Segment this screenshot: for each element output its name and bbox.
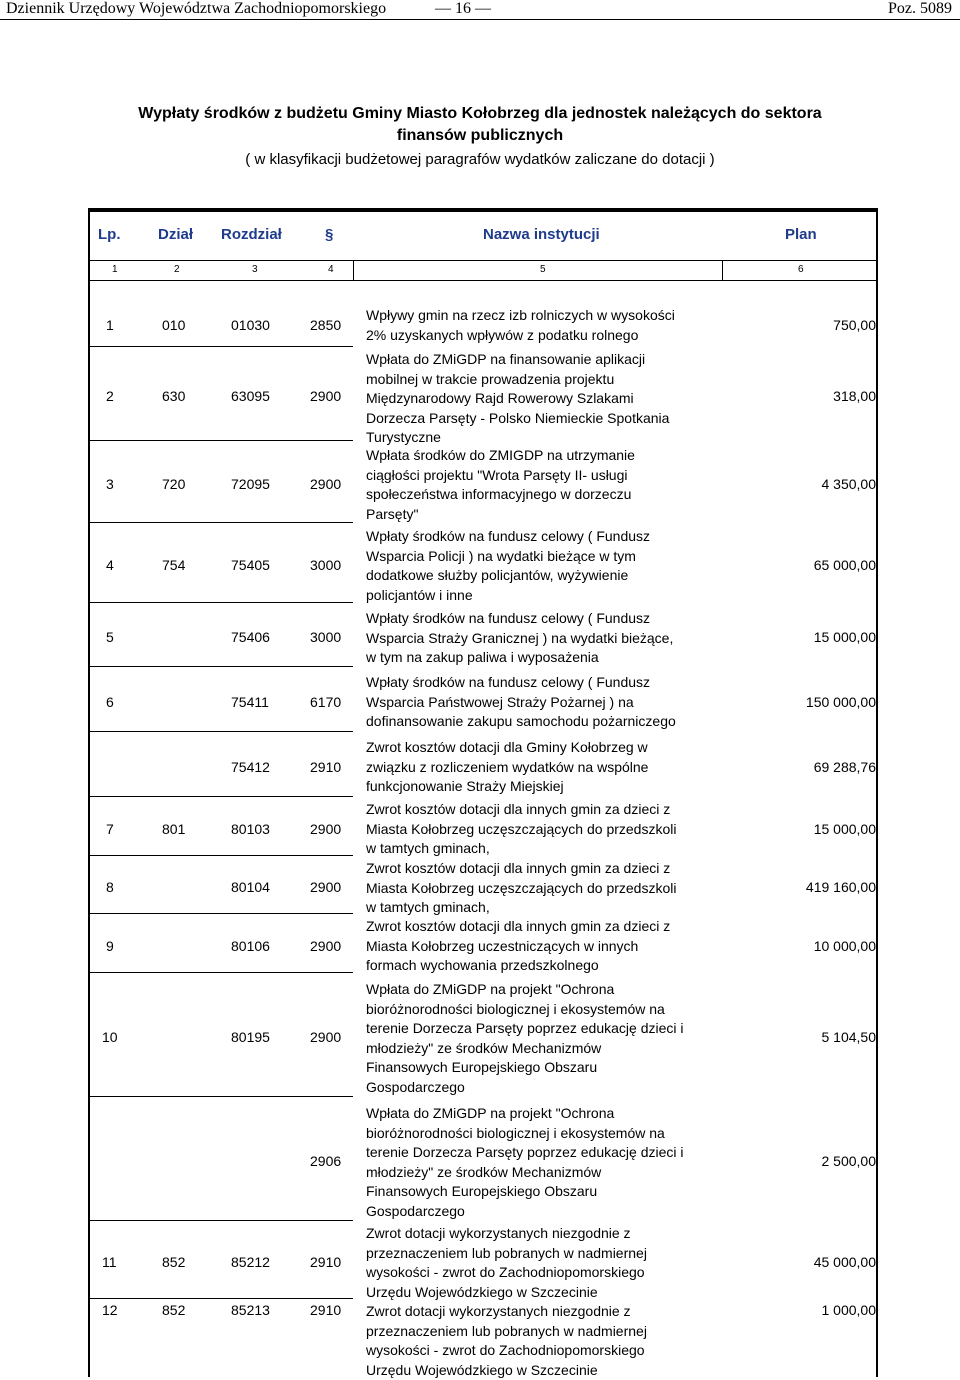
row-description (366, 527, 726, 605)
row-paragraph: 2900 (310, 1029, 341, 1045)
table-row (88, 606, 878, 670)
row-separator (88, 972, 353, 973)
description-line: bioróżnorodności biologicznej i ekosystemów na (366, 1000, 726, 1020)
description-line: Wpłata środków do ZMIGDP na utrzymanie (366, 446, 726, 466)
table-row (88, 735, 878, 800)
row-paragraph: 2910 (310, 1302, 341, 1318)
column-number: 4 (328, 264, 334, 275)
row-dzial: 801 (162, 821, 185, 837)
description-line: Zwrot kosztów dotacji dla innych gmin za dzieci z (366, 800, 726, 820)
row-separator (88, 602, 353, 603)
header-separator (88, 260, 878, 261)
row-separator (88, 731, 353, 732)
position-number: Poz. 5089 (888, 0, 952, 18)
table-row (88, 526, 878, 606)
row-plan-amount: 69 288,76 (814, 759, 876, 775)
description-line: Finansowych Europejskiego Obszaru (366, 1182, 726, 1202)
description-line: wysokości - zwrot do Zachodniopomorskiego (366, 1263, 726, 1283)
description-line: Wpłata do ZMiGDP na projekt "Ochrona (366, 1104, 726, 1124)
row-rozdzial: 80103 (231, 821, 270, 837)
row-description (366, 738, 726, 797)
column-header-rozdzial: Rozdział (221, 226, 282, 243)
description-line: Wsparcia Policji ) na wydatki bieżące w tym (366, 547, 726, 567)
description-line: Wsparcia Państwowej Straży Pożarnej ) na (366, 693, 726, 713)
table-row (88, 1224, 878, 1302)
description-line: Wpływy gmin na rzecz izb rolniczych w wysokości (366, 306, 726, 326)
description-line: przeznaczeniem lub pobranych w nadmiernej (366, 1244, 726, 1264)
column-header-nazwa: Nazwa instytucji (483, 226, 600, 243)
column-header-paragraph: § (325, 226, 333, 243)
column-number: 3 (252, 264, 258, 275)
row-plan-amount: 419 160,00 (806, 879, 876, 895)
description-line: ciągłości projektu "Wrota Parsęty II- usługi (366, 466, 726, 486)
description-line: Turystyczne (366, 428, 726, 448)
row-plan-amount: 750,00 (833, 317, 876, 333)
row-description (366, 1302, 726, 1380)
row-paragraph: 2900 (310, 476, 341, 492)
row-dzial: 630 (162, 388, 185, 404)
row-lp: 9 (106, 938, 114, 954)
row-plan-amount: 15 000,00 (814, 821, 876, 837)
document-title-line-2: finansów publicznych (0, 127, 960, 145)
description-line: Urzędu Wojewódzkiego w Szczecinie (366, 1361, 726, 1380)
row-paragraph: 6170 (310, 694, 341, 710)
description-line: funkcjonowanie Straży Miejskiej (366, 777, 726, 797)
row-rozdzial: 75405 (231, 557, 270, 573)
table-row (88, 670, 878, 735)
description-line: terenie Dorzecza Parsęty poprzez edukację dzieci i (366, 1019, 726, 1039)
row-separator (88, 913, 353, 914)
description-line: w tamtych gminach, (366, 839, 726, 859)
table-row (88, 859, 878, 917)
table-row (88, 444, 878, 526)
row-paragraph: 2910 (310, 1254, 341, 1270)
row-separator (88, 1096, 353, 1097)
description-line: Gospodarczego (366, 1078, 726, 1098)
row-plan-amount: 5 104,50 (822, 1029, 877, 1045)
row-plan-amount: 4 350,00 (822, 476, 877, 492)
row-separator (88, 440, 353, 441)
column-number: 2 (174, 264, 180, 275)
description-line: bioróżnorodności biologicznej i ekosystemów na (366, 1124, 726, 1144)
description-line: związku z rozliczeniem wydatków na wspólne (366, 758, 726, 778)
row-paragraph: 2900 (310, 938, 341, 954)
description-line: Dorzecza Parsęty - Polsko Niemieckie Spotkania (366, 409, 726, 429)
row-description (366, 446, 726, 524)
description-line: Wpłata do ZMiGDP na finansowanie aplikacji (366, 350, 726, 370)
row-description (366, 609, 726, 668)
row-separator (88, 796, 353, 797)
description-line: Zwrot kosztów dotacji dla innych gmin za dzieci z (366, 917, 726, 937)
description-line: Zwrot dotacji wykorzystanych niezgodnie z (366, 1302, 726, 1322)
row-separator (88, 855, 353, 856)
description-line: w tamtych gminach, (366, 898, 726, 918)
description-line: Wpłaty środków na fundusz celowy ( Fundusz (366, 609, 726, 629)
row-lp: 7 (106, 821, 114, 837)
description-line: dofinansowanie zakupu samochodu pożarniczego (366, 712, 726, 732)
row-rozdzial: 75406 (231, 629, 270, 645)
description-line: Międzynarodowy Rajd Rowerowy Szlakami (366, 389, 726, 409)
row-separator (88, 346, 353, 347)
table-row (88, 301, 878, 350)
document-title-line-1: Wypłaty środków z budżetu Gminy Miasto Kołobrzeg dla jednostek należących do sektora (0, 105, 960, 123)
description-line: 2% uzyskanych wpływów z podatku rolnego (366, 326, 726, 346)
description-line: Zwrot kosztów dotacji dla Gminy Kołobrzeg w (366, 738, 726, 758)
row-description (366, 917, 726, 976)
header-divider (0, 19, 960, 20)
row-paragraph: 3000 (310, 629, 341, 645)
row-dzial: 852 (162, 1254, 185, 1270)
description-line: policjantów i inne (366, 586, 726, 606)
row-description (366, 980, 726, 1097)
row-lp: 6 (106, 694, 114, 710)
row-separator (88, 522, 353, 523)
column-number: 5 (540, 264, 546, 275)
row-lp: 5 (106, 629, 114, 645)
row-description (366, 350, 726, 448)
description-line: dodatkowe służby policjantów, wyżywienie (366, 566, 726, 586)
description-line: Wsparcia Straży Granicznej ) na wydatki bieżące, (366, 629, 726, 649)
row-paragraph: 2906 (310, 1153, 341, 1169)
description-line: Miasta Kołobrzeg uczęszczających do przedszkoli (366, 879, 726, 899)
row-rozdzial: 63095 (231, 388, 270, 404)
row-rozdzial: 85213 (231, 1302, 270, 1318)
description-line: Wpłaty środków na fundusz celowy ( Fundusz (366, 673, 726, 693)
description-line: Miasta Kołobrzeg uczęszczających do przedszkoli (366, 820, 726, 840)
row-paragraph: 2850 (310, 317, 341, 333)
row-rozdzial: 72095 (231, 476, 270, 492)
description-line: wysokości - zwrot do Zachodniopomorskiego (366, 1341, 726, 1361)
grants-table (88, 208, 878, 1377)
column-number-separator (88, 280, 878, 281)
document-subtitle: ( w klasyfikacji budżetowej paragrafów wydatków zaliczane do dotacji ) (0, 151, 960, 168)
description-line: Parsęty" (366, 505, 726, 525)
description-line: społeczeństwa informacyjnego w dorzeczu (366, 485, 726, 505)
description-line: Gospodarczego (366, 1202, 726, 1222)
row-plan-amount: 1 000,00 (822, 1302, 877, 1318)
description-line: Zwrot dotacji wykorzystanych niezgodnie z (366, 1224, 726, 1244)
description-line: Wpłata do ZMiGDP na projekt "Ochrona (366, 980, 726, 1000)
description-line: Miasta Kołobrzeg uczestniczących w innych (366, 937, 726, 957)
row-lp: 8 (106, 879, 114, 895)
row-dzial: 852 (162, 1302, 185, 1318)
column-header-dzial: Dział (158, 226, 193, 243)
row-description (366, 306, 726, 345)
table-row (88, 800, 878, 859)
row-plan-amount: 65 000,00 (814, 557, 876, 573)
row-rozdzial: 85212 (231, 1254, 270, 1270)
row-lp: 12 (102, 1302, 118, 1318)
row-plan-amount: 10 000,00 (814, 938, 876, 954)
row-description (366, 859, 726, 918)
row-paragraph: 2900 (310, 879, 341, 895)
column-number-divider (353, 260, 354, 280)
row-rozdzial: 75411 (231, 694, 269, 710)
journal-title: Dziennik Urzędowy Województwa Zachodniopomorskiego (6, 0, 386, 18)
description-line: Zwrot kosztów dotacji dla innych gmin za dzieci z (366, 859, 726, 879)
row-lp: 1 (106, 317, 114, 333)
row-dzial: 720 (162, 476, 185, 492)
row-paragraph: 2910 (310, 759, 341, 775)
table-top-border (88, 208, 878, 212)
row-lp: 2 (106, 388, 114, 404)
row-dzial: 010 (162, 317, 185, 333)
description-line: terenie Dorzecza Parsęty poprzez edukację dzieci i (366, 1143, 726, 1163)
row-plan-amount: 318,00 (833, 388, 876, 404)
row-separator (88, 666, 353, 667)
row-separator (88, 1220, 353, 1221)
row-rozdzial: 75412 (231, 759, 270, 775)
table-row (88, 1100, 878, 1224)
description-line: formach wychowania przedszkolnego (366, 956, 726, 976)
row-lp: 11 (102, 1254, 117, 1270)
row-plan-amount: 15 000,00 (814, 629, 876, 645)
row-dzial: 754 (162, 557, 185, 573)
row-description (366, 800, 726, 859)
description-line: mobilnej w trakcie prowadzenia projektu (366, 370, 726, 390)
row-plan-amount: 45 000,00 (814, 1254, 876, 1270)
description-line: młodzieży" ze środków Mechanizmów (366, 1039, 726, 1059)
row-rozdzial: 80106 (231, 938, 270, 954)
row-rozdzial: 80104 (231, 879, 270, 895)
row-description (366, 1224, 726, 1302)
table-row (88, 976, 878, 1100)
column-number-divider (722, 260, 723, 280)
row-rozdzial: 01030 (231, 317, 270, 333)
row-lp: 4 (106, 557, 114, 573)
description-line: Finansowych Europejskiego Obszaru (366, 1058, 726, 1078)
row-separator (88, 1298, 353, 1299)
row-paragraph: 2900 (310, 821, 341, 837)
row-paragraph: 3000 (310, 557, 341, 573)
table-row (88, 350, 878, 444)
table-row (88, 917, 878, 976)
column-number: 1 (112, 264, 118, 275)
description-line: Wpłaty środków na fundusz celowy ( Fundusz (366, 527, 726, 547)
description-line: młodzieży" ze środków Mechanizmów (366, 1163, 726, 1183)
description-line: przeznaczeniem lub pobranych w nadmiernej (366, 1322, 726, 1342)
row-paragraph: 2900 (310, 388, 341, 404)
row-plan-amount: 2 500,00 (822, 1153, 877, 1169)
row-plan-amount: 150 000,00 (806, 694, 876, 710)
description-line: w tym na zakup paliwa i wyposażenia (366, 648, 726, 668)
row-description (366, 673, 726, 732)
row-lp: 10 (102, 1029, 118, 1045)
description-line: Urzędu Wojewódzkiego w Szczecinie (366, 1283, 726, 1303)
column-number: 6 (798, 264, 804, 275)
row-description (366, 1104, 726, 1221)
row-rozdzial: 80195 (231, 1029, 270, 1045)
page-number: — 16 — (435, 0, 491, 18)
column-header-lp: Lp. (98, 226, 121, 243)
row-lp: 3 (106, 476, 114, 492)
column-header-plan: Plan (785, 226, 817, 243)
journal-header (0, 0, 960, 20)
